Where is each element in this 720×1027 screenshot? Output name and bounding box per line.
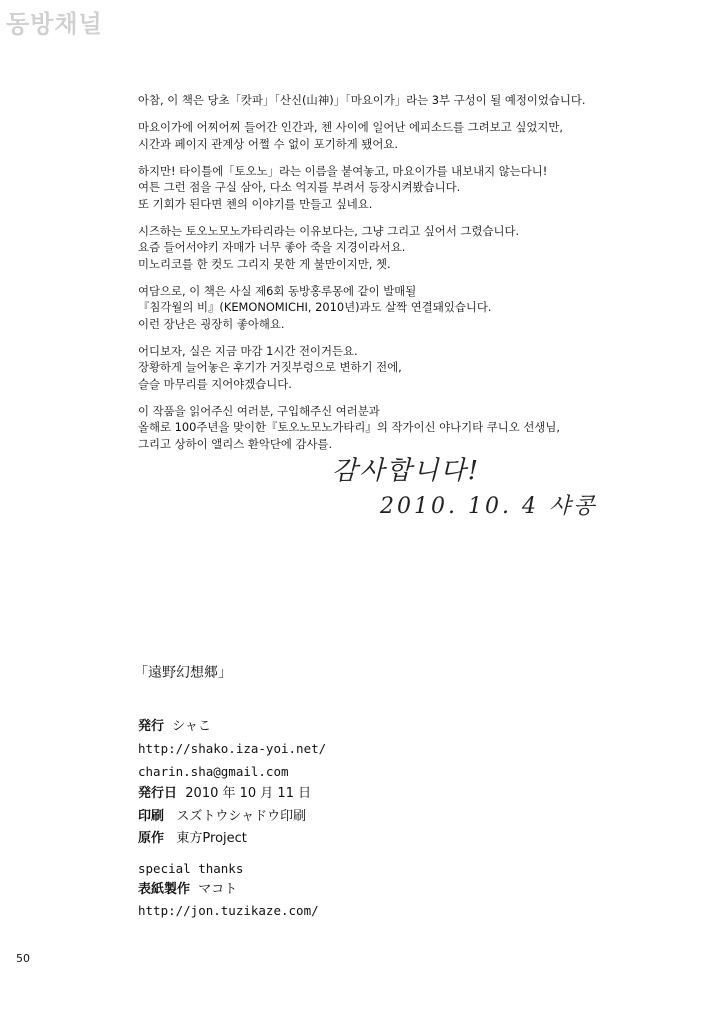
text-line: 또 기회가 된다면 첸의 이야기를 만들고 싶네요. — [138, 196, 373, 211]
text-line: 슬슬 마무리를 지어야겠습니다. — [138, 376, 292, 391]
publisher-email: charin.sha@gmail.com — [138, 763, 289, 779]
text-line: 시간과 페이지 관계상 어쩔 수 없이 포기하게 됐어요. — [138, 136, 399, 151]
text-line: 미노리코를 한 컷도 그리지 못한 게 불만이지만, 쳇. — [138, 256, 391, 271]
handwritten-signature — [330, 450, 597, 520]
text-line: 여담으로, 이 책은 사실 제6회 동방홍루몽에 같이 발매될 — [138, 283, 417, 298]
afterword-paragraph — [138, 343, 698, 393]
site-watermark: 동방채널 — [6, 10, 103, 38]
signature-thanks: 감사합니다! — [332, 456, 481, 486]
afterword-paragraph — [138, 119, 698, 152]
original-label: 原作 — [138, 831, 165, 847]
cover-artist: マコト — [198, 882, 238, 897]
page-number: 50 — [16, 952, 30, 965]
publisher-label: 発行 — [138, 719, 165, 734]
afterword-paragraph — [138, 403, 698, 453]
text-line: 『침각월의 비』(KEMONOMICHI, 2010년)과도 살짝 연결돼있습니다. — [138, 300, 492, 314]
afterword-paragraph — [138, 163, 698, 213]
date-line — [138, 783, 326, 805]
publication-info — [138, 716, 326, 850]
text-line: 아참, 이 책은 당초「캇파」「산신(山神)」「마요이가」라는 3부 구성이 될 예정이었습니다. — [138, 93, 586, 107]
text-line: 여튼 그런 점을 구실 삼아, 다소 억지를 부려서 등장시켜봤습니다. — [138, 180, 461, 194]
printer-name: スズトウシャドウ印刷 — [176, 808, 307, 824]
publisher-url: http://shako.iza-yoi.net/ — [138, 741, 327, 757]
date-label: 発行日 — [138, 786, 178, 802]
publisher-line — [138, 716, 326, 738]
publisher-name: シャこ — [172, 719, 212, 734]
signature-date: 2010. 10. 4 샤콩 — [380, 494, 598, 519]
cover-url: http://jon.tuzikaze.com/ — [138, 903, 319, 918]
text-line: 어디보자, 실은 지금 마감 1시간 전이거든요. — [138, 343, 358, 358]
special-thanks-block — [138, 858, 319, 921]
special-thanks-heading: special thanks — [138, 861, 244, 876]
print-label: 印刷 — [138, 808, 165, 824]
text-line: 마요이가에 어찌어찌 들어간 인간과, 첸 사이에 일어난 에피소드를 그려보고 싶었지만, — [138, 120, 563, 134]
text-line: 그리고 상하이 앨리스 환악단에 감사를. — [138, 436, 333, 451]
text-line: 올해로 100주년을 맞이한『토오노모노가타리』의 작가이신 야나기타 쿠니오 선생님, — [138, 420, 560, 434]
afterword-text — [138, 92, 698, 463]
publication-date: 2010 年 10 月 11 日 — [185, 786, 312, 802]
text-line: 하지만! 타이틀에「토오노」라는 이름을 붙여놓고, 마요이가를 내보내지 않는다니! — [138, 163, 548, 178]
print-line — [138, 806, 326, 828]
original-line — [138, 828, 326, 850]
text-line: 시즈하는 토오노모노가타리라는 이유보다는, 그냥 그리고 싶어서 그렸습니다. — [138, 223, 520, 238]
text-line: 이 작품을 읽어주신 여러분, 구입해주신 여러분과 — [138, 403, 380, 418]
text-line: 장황하게 늘어놓은 후기가 거짓부렁으로 변하기 전에, — [138, 360, 402, 374]
cover-label: 表紙製作 — [138, 882, 191, 897]
text-line: 요즘 들어서야키 자매가 너무 좋아 죽을 지경이라서요. — [138, 240, 406, 254]
afterword-paragraph — [138, 223, 698, 273]
cover-line — [138, 879, 319, 900]
text-line: 이런 장난은 굉장히 좋아해요. — [138, 316, 285, 331]
afterword-paragraph — [138, 283, 698, 333]
original-work: 東方Project — [176, 831, 247, 847]
afterword-paragraph — [138, 92, 698, 109]
book-title: 「遠野幻想郷」 — [134, 665, 232, 681]
